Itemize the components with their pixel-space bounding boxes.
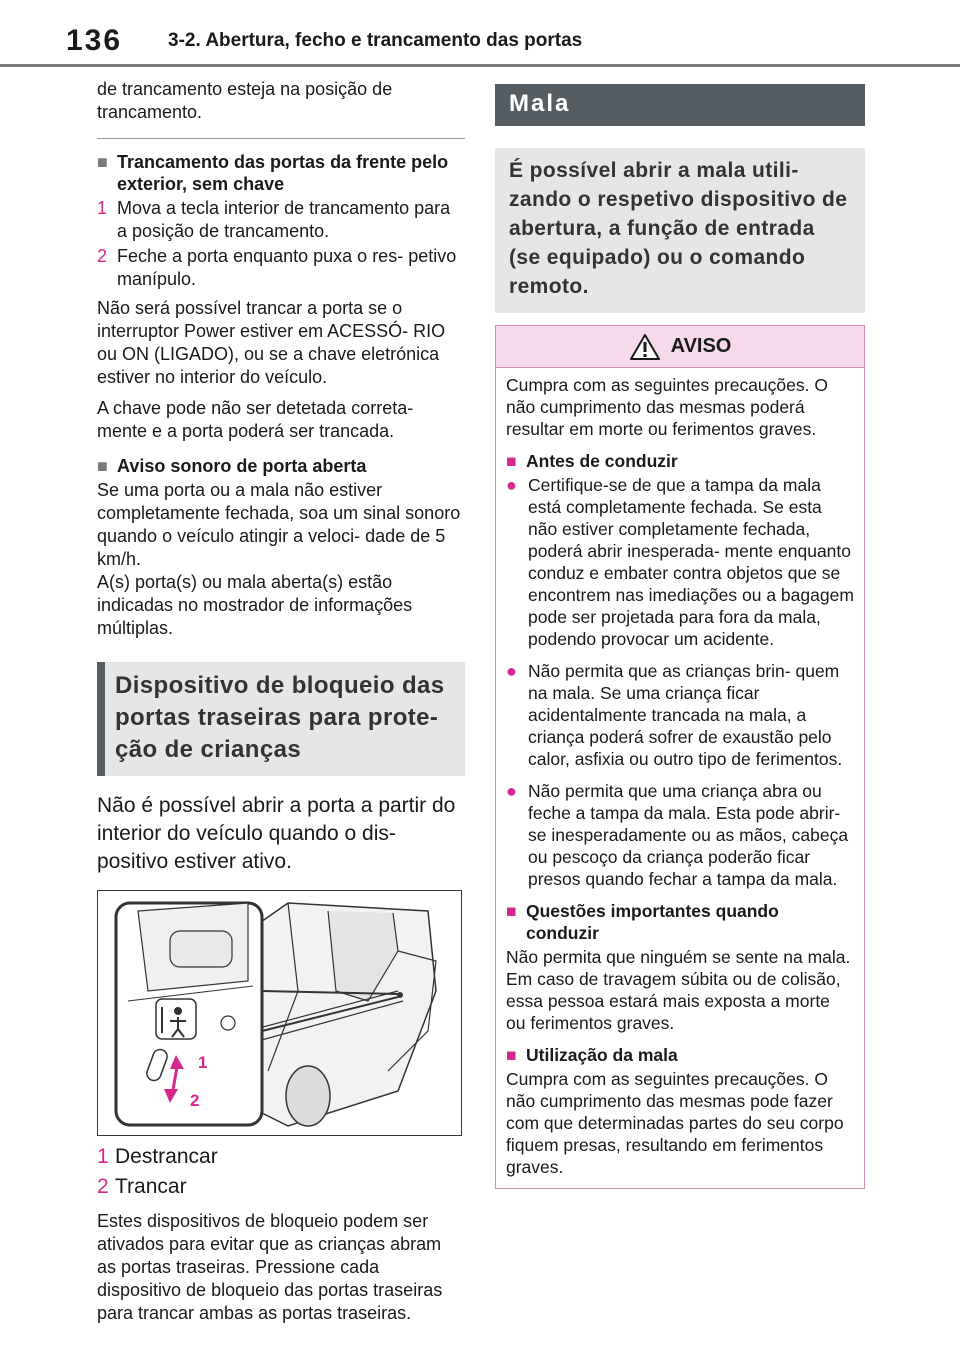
- child-lock-section-header: [97, 662, 465, 776]
- important-questions-heading: [506, 900, 854, 944]
- section-title: Dispositivo de bloqueio das portas traseiras para prote- ção de crianças: [115, 672, 445, 763]
- mala-intro-text: É possível abrir a mala utili- zando o respetivo dispositivo de abertura, a função de entrada (se equipado) ou o comando remoto.: [509, 159, 848, 298]
- legend-item: [97, 1172, 465, 1202]
- right-column: [495, 84, 865, 1189]
- section-lead: Não é possível abrir a porta a partir do interior do veículo quando o dis- positivo estiver ativo.: [97, 794, 456, 873]
- warning-triangle-icon: [629, 333, 661, 361]
- before-driving-heading: [506, 450, 854, 472]
- mala-intro-box: [495, 148, 865, 313]
- warning-bullet: [506, 660, 854, 770]
- warning-body: [496, 368, 864, 1188]
- dot-bullet-icon: ●: [506, 781, 517, 801]
- door-alarm-text: Se uma porta ou a mala não estiver completamente fechada, soa um sinal sonoro quando o veículo atingir a veloci- dade de 5 km/h.: [97, 480, 461, 569]
- trunk-use-heading-text: Utilização da mala: [526, 1045, 678, 1065]
- mala-title: Mala: [509, 90, 571, 117]
- step-item: [97, 245, 465, 291]
- page-header: [0, 0, 960, 70]
- left-column: [97, 78, 465, 1333]
- important-questions-heading-text: Questões importantes quando conduzir: [526, 901, 779, 943]
- door-alarm-heading: [97, 455, 465, 477]
- dot-bullet-icon: ●: [506, 475, 517, 495]
- square-bullet-icon: ■: [97, 152, 108, 172]
- step-number: 2: [97, 246, 108, 266]
- trunk-use-text: Cumpra com as seguintes precauções. O não cumprimento das mesmas pode fazer com que determinadas partes do seu corpo fiquem presas, resultando em ferimentos graves.: [506, 1069, 844, 1177]
- header-divider: [0, 64, 960, 67]
- warning-title: AVISO: [670, 335, 732, 357]
- warning-bullet-text: Não permita que uma criança abra ou feche a tampa da mala. Esta pode abrir-se inesperadamente ou as mãos, cabeça ou pescoço da criança poderão ficar presos quando fechar a tampa da mala.: [528, 781, 849, 889]
- car-door-illustration: [98, 891, 460, 1134]
- continued-paragraph: de trancamento esteja na posição de trancamento.: [97, 79, 393, 122]
- square-bullet-icon: ■: [506, 901, 517, 921]
- divider: [97, 138, 465, 139]
- step-number: 1: [97, 198, 108, 218]
- warning-bullet: [506, 474, 854, 650]
- legend-text: Destrancar: [115, 1145, 218, 1168]
- square-bullet-icon: ■: [506, 1045, 517, 1065]
- step-text: Mova a tecla interior de trancamento para a posição de trancamento.: [117, 198, 451, 241]
- warning-bullet: [506, 780, 854, 890]
- warning-box: [495, 325, 865, 1189]
- note-paragraph: A chave pode não ser detetada correta- mente e a porta poderá ser trancada.: [97, 398, 414, 441]
- chapter-title: 3-2. Abertura, fecho e trancamento das portas: [168, 30, 583, 51]
- warning-intro: Cumpra com as seguintes precauções. O não cumprimento das mesmas poderá resultar em morte ou ferimentos graves.: [506, 375, 828, 439]
- figure-label-2: 2: [190, 1091, 200, 1110]
- important-questions-text: Não permita que ninguém se sente na mala. Em caso de travagem súbita ou de colisão, essa pessoa estará mais exposta a morte ou ferimentos graves.: [506, 947, 851, 1033]
- step-item: [97, 197, 465, 243]
- square-bullet-icon: ■: [506, 451, 517, 471]
- legend-number: 2: [97, 1175, 109, 1198]
- exterior-lock-heading: [97, 151, 465, 195]
- trunk-use-heading: [506, 1044, 854, 1066]
- door-alarm-text: A(s) porta(s) ou mala aberta(s) estão indicadas no mostrador de informações múltiplas.: [97, 572, 413, 638]
- square-bullet-icon: ■: [97, 456, 108, 476]
- warning-bullet-text: Não permita que as crianças brin- quem na mala. Se uma criança ficar acidentalmente trancada na mala, a criança poderá sofrer de exaustão pelo calor, asfixia ou outro tipo de ferimentos.: [528, 661, 843, 769]
- note-paragraph: Não será possível trancar a porta se o interruptor Power estiver em ACESSÓ- RIO ou ON (LIGADO), ou se a chave eletrónica estiver no interior do veículo.: [97, 298, 446, 387]
- warning-bullet-text: Certifique-se de que a tampa da mala está completamente fechada. Se esta não estiver completamente fechada, poderá abrir inesperada- mente enquanto conduz e embater contra objetos que se encontrem nas imediações ou a bagagem pode ser projetada para fora da mala, podendo provocar um acidente.: [528, 475, 854, 649]
- before-driving-heading-text: Antes de conduzir: [526, 451, 678, 471]
- legend-item: [97, 1142, 465, 1172]
- legend-number: 1: [97, 1145, 109, 1168]
- door-alarm-heading-text: Aviso sonoro de porta aberta: [117, 456, 367, 476]
- legend-text: Trancar: [115, 1175, 187, 1198]
- exterior-lock-heading-text: Trancamento das portas da frente pelo exterior, sem chave: [117, 152, 449, 194]
- step-text: Feche a porta enquanto puxa o res- petivo manípulo.: [117, 246, 457, 289]
- child-lock-illustration: [97, 890, 462, 1136]
- closing-paragraph: Estes dispositivos de bloqueio podem ser ativados para evitar que as crianças abram as portas traseiras. Pressione cada dispositivo de bloqueio das portas traseiras para trancar ambas as portas traseiras.: [97, 1211, 443, 1323]
- figure-label-1: 1: [198, 1053, 208, 1072]
- page-number: 136: [66, 24, 123, 57]
- dot-bullet-icon: ●: [506, 661, 517, 681]
- mala-section-header: [495, 84, 865, 126]
- warning-header: [496, 326, 864, 368]
